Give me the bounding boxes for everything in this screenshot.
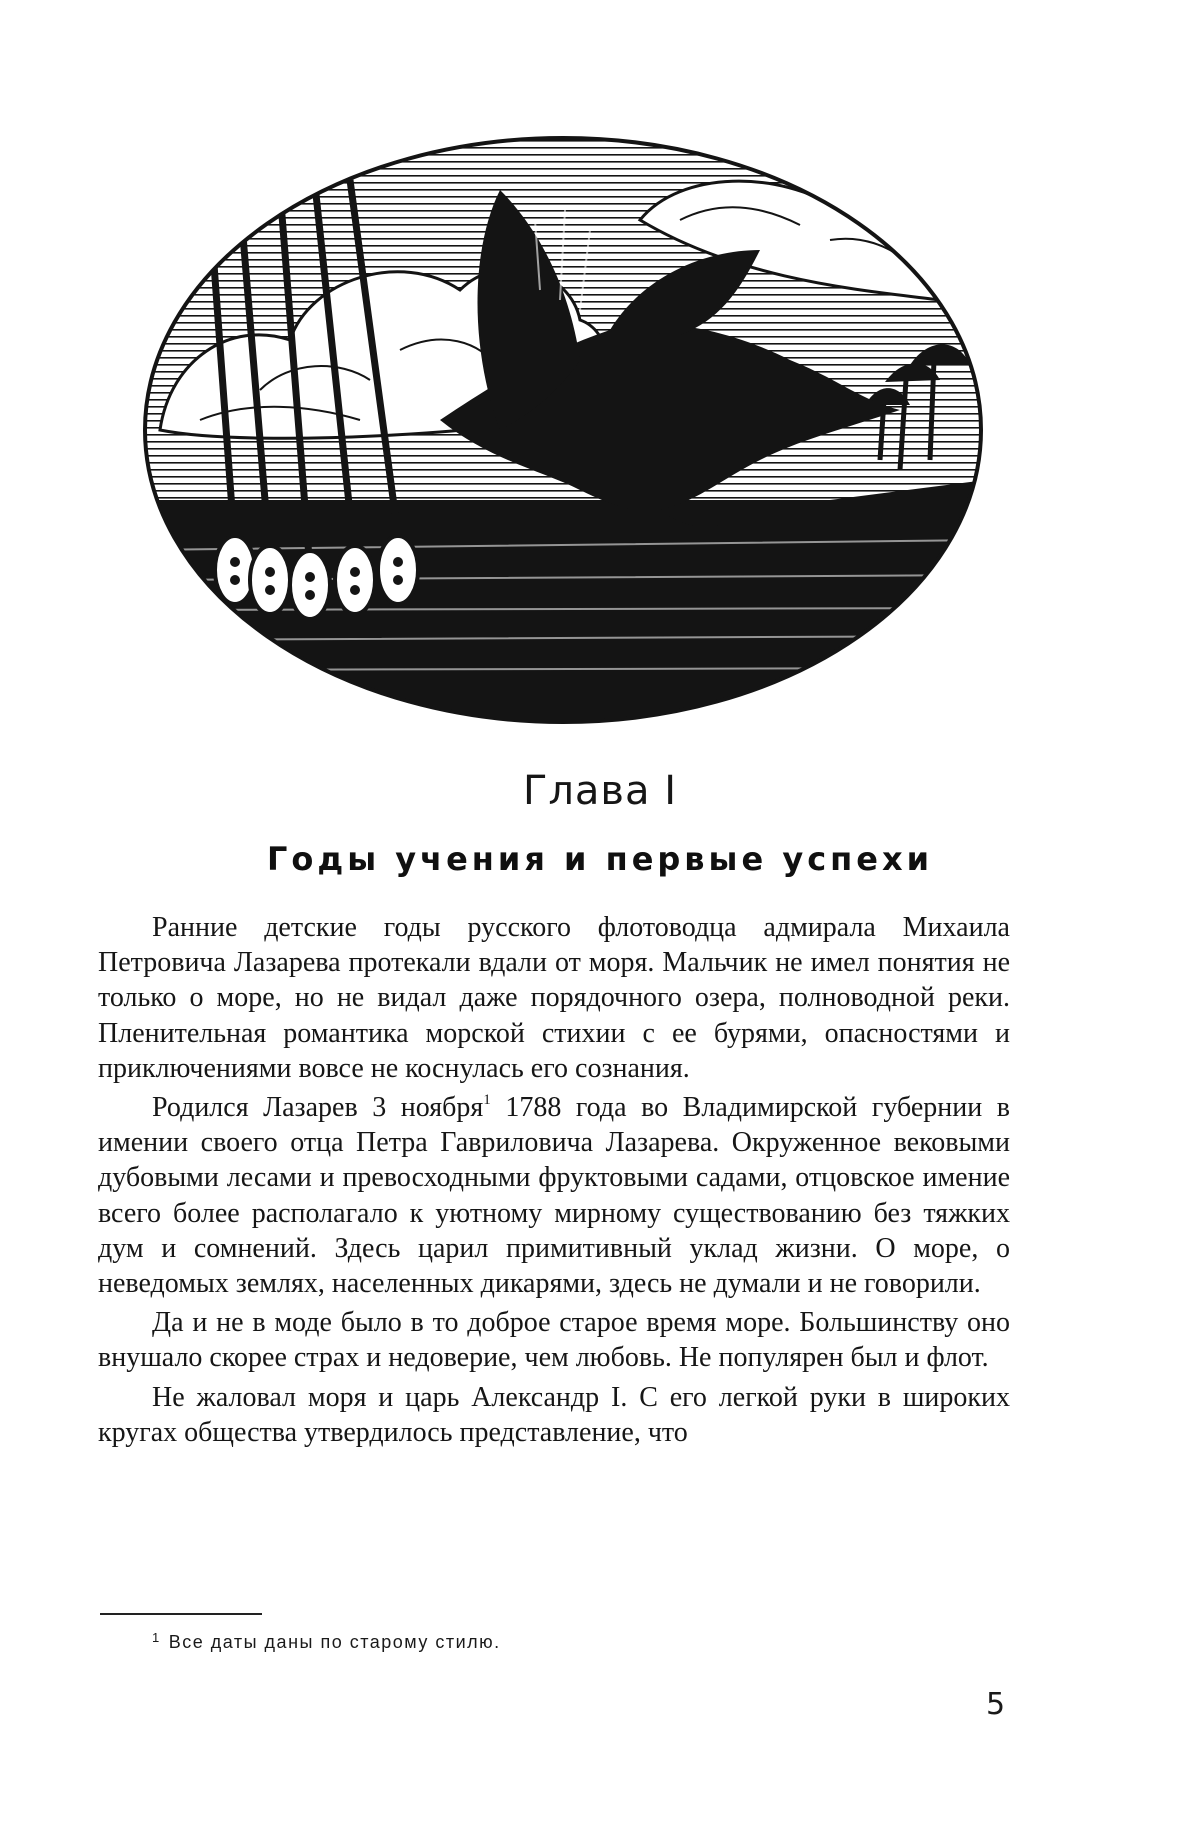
main-text-block (98, 910, 1010, 1454)
paragraph: Да и не в моде было в то доброе старое время море. Большинству оно внушало скорее страх и недоверие, чем любовь. Не популярен был и флот. (98, 1307, 1010, 1374)
footnote-reference[interactable]: 1 (483, 1092, 491, 1109)
paragraph-text: Родился Лазарев 3 ноября (152, 1092, 484, 1124)
page-number: 5 (986, 1687, 1006, 1722)
footnote (152, 1630, 952, 1653)
chapter-title-heading: Годы учения и первые успехи (266, 840, 934, 878)
paragraph: Не жаловал моря и царь Александр I. С его легкой руки в широких кругах общества утвердилось представление, что (98, 1381, 1010, 1448)
paragraph (98, 1090, 1010, 1301)
footnote-separator (100, 1613, 262, 1615)
footnote-mark: 1 (152, 1630, 161, 1645)
paragraph: Ранние детские годы русского флотоводца адмирала Михаила Петровича Лазарева протекали вдали от моря. Мальчик не имел понятия не только о море, но не видал даже порядочного озера, полноводной реки. Пленительная романтика морской стихии с ее бурями, опасностями и приключениями вовсе не коснулась его сознания. (98, 912, 1010, 1084)
chapter-vignette-illustration (140, 130, 986, 730)
paragraph-text: 1788 года во Владимирской губернии в имении своего отца Петра Гавриловича Лазарева. Окруженное вековыми дубовыми лесами и превосходными фруктовыми садами, отцовское имение всего более располагало к уютному мирному существованию без тяжких дум и сомнений. Здесь царил примитивный уклад жизни. О море, о неведомых землях, населенных дикарями, здесь не думали и не говорили. (98, 1092, 1010, 1300)
footnote-text: Все даты даны по старому стилю. (168, 1632, 501, 1652)
chapter-number-heading: Глава I (522, 768, 678, 814)
